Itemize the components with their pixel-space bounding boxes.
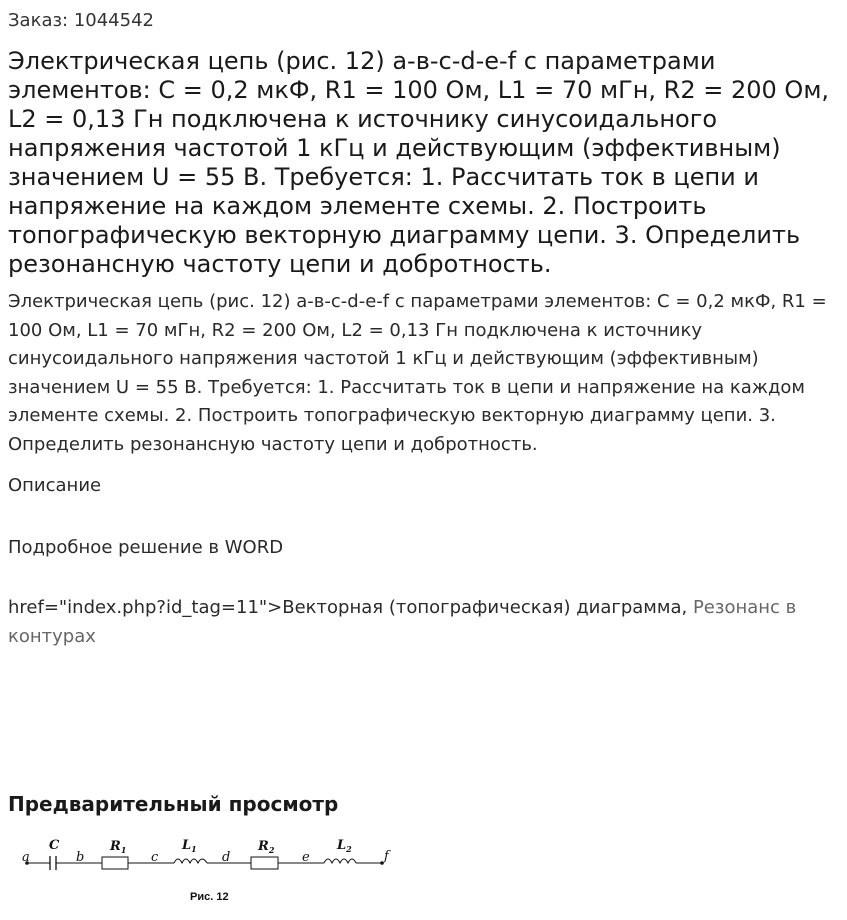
node-label-c: c (151, 850, 159, 865)
capacitor-label: C (49, 838, 60, 853)
inductor-l2-symbol (324, 859, 356, 863)
page-title: Электрическая цепь (рис. 12) a-в-c-d-e-f с параметрами элементов: С = 0,2 мкФ, R1 = 100 Ом, L1 = 70 мГн, R2 = 200 Ом, L2 = 0,13 Гн подключена к источнику синусоидального напряжения частотой 1 кГц и действующим (эффективным) значением U = 55 В. Требуется: 1. Рассчитать ток в цепи и напряжение на каждом элементе схемы. 2. Построить топографическую векторную диаграмму цепи. 3. Определить резонансную частоту цепи и добротность. (8, 47, 830, 278)
preview-heading: Предварительный просмотр (8, 792, 339, 816)
capacitor-symbol (50, 856, 56, 870)
node-label-e: e (302, 850, 310, 865)
figure-caption: Рис. 12 (190, 891, 229, 903)
word-solution-note: Подробное решение в WORD (8, 537, 284, 558)
tag-link-resonance[interactable]: Резонанс в контурах (8, 597, 797, 647)
task-description: Электрическая цепь (рис. 12) a-в-c-d-e-f с параметрами элементов: С = 0,2 мкФ, R1 = 100 Ом, L1 = 70 мГн, R2 = 200 Ом, L2 = 0,13 Гн подключена к источнику синусоидального напряжения частотой 1 кГц и действующим (эффективным) значением U = 55 В. Требуется: 1. Рассчитать ток в цепи и напряжение на каждом элементе схемы. 2. Построить топографическую векторную диаграмму цепи. 3. Определить резонансную частоту цепи и добротность. (8, 291, 827, 455)
r1-label: $R_1$ (110, 839, 127, 855)
tags-line (8, 593, 838, 651)
tags-prefix: href="index.php?id_tag=11">Векторная (топографическая) диаграмма, (8, 597, 693, 618)
resistor-r2-symbol (251, 857, 278, 869)
l2-label: $L_2$ (337, 838, 352, 854)
circuit-diagram (14, 832, 404, 910)
node-label-d: d (222, 850, 231, 865)
node-label-f: f (384, 849, 389, 864)
node-label-b: b (76, 850, 85, 865)
node-label-a: a (22, 850, 30, 865)
r2-label: $R_2$ (258, 839, 275, 855)
description-heading: Описание (8, 475, 102, 496)
order-number: Заказ: 1044542 (8, 10, 154, 31)
l1-label: $L_1$ (182, 838, 197, 854)
resistor-r1-symbol (102, 857, 128, 869)
inductor-l1-symbol (174, 859, 207, 863)
